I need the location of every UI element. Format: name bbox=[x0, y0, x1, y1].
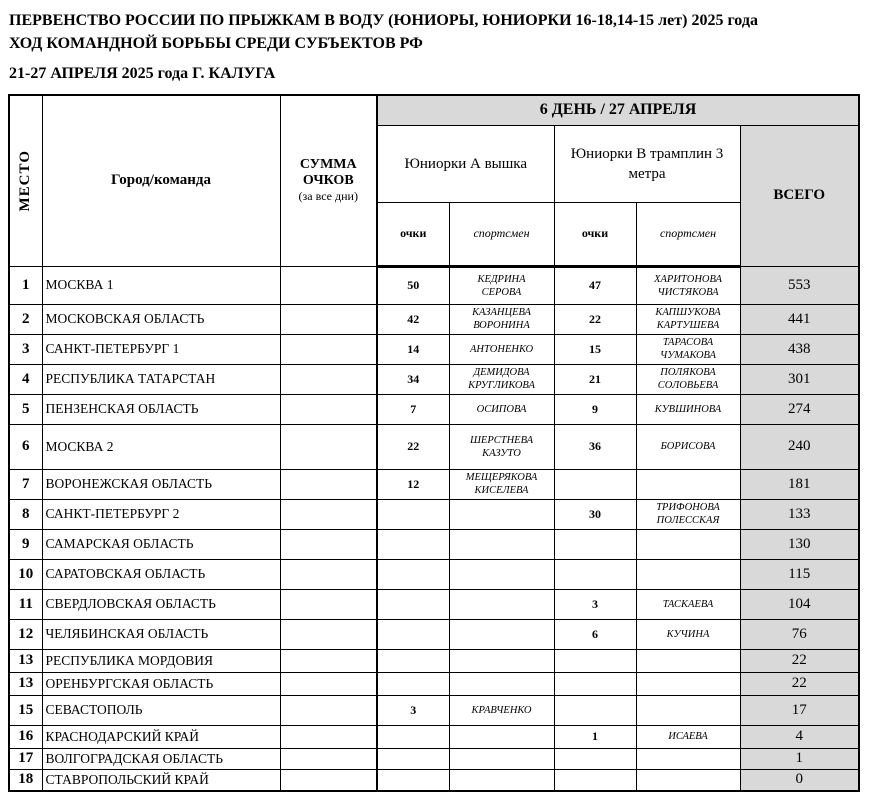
event-1-athlete-cell bbox=[449, 589, 554, 619]
event-1-athlete-cell bbox=[449, 559, 554, 589]
event-2-athlete-cell: КУЧИНА bbox=[636, 619, 740, 649]
event-2-points-cell bbox=[554, 748, 636, 769]
place-cell: 11 bbox=[9, 589, 42, 619]
event-1-athlete-cell bbox=[449, 769, 554, 791]
event-1-athlete-cell: МЕЩЕРЯКОВА КИСЕЛЕВА bbox=[449, 469, 554, 499]
sum-cell bbox=[280, 725, 377, 748]
table-row bbox=[9, 529, 859, 559]
table-row bbox=[9, 649, 859, 672]
table-row bbox=[9, 748, 859, 769]
event-1-athlete-cell: КЕДРИНА СЕРОВА bbox=[449, 266, 554, 304]
city-cell: СЕВАСТОПОЛЬ bbox=[42, 695, 280, 725]
team-standings-table bbox=[8, 94, 860, 792]
event-2-points-cell: 30 bbox=[554, 499, 636, 529]
total-cell: 441 bbox=[740, 304, 859, 334]
sum-cell bbox=[280, 619, 377, 649]
event-2-athlete-cell: КАПШУКОВА КАРТУШЕВА bbox=[636, 304, 740, 334]
event-1-points-cell: 7 bbox=[377, 394, 449, 424]
event-2-points-cell: 22 bbox=[554, 304, 636, 334]
sum-cell bbox=[280, 424, 377, 469]
day-header: 6 ДЕНЬ / 27 АПРЕЛЯ bbox=[377, 95, 859, 125]
city-cell: ВОРОНЕЖСКАЯ ОБЛАСТЬ bbox=[42, 469, 280, 499]
event-1-athlete-cell bbox=[449, 725, 554, 748]
table-row bbox=[9, 424, 859, 469]
event-1-athlete-cell: ДЕМИДОВА КРУГЛИКОВА bbox=[449, 364, 554, 394]
city-cell: МОСКВА 1 bbox=[42, 266, 280, 304]
place-cell: 1 bbox=[9, 266, 42, 304]
city-cell: САНКТ-ПЕТЕРБУРГ 2 bbox=[42, 499, 280, 529]
event-1-points-cell bbox=[377, 649, 449, 672]
dates-and-venue: 21-27 АПРЕЛЯ 2025 года Г. КАЛУГА bbox=[9, 65, 276, 82]
place-cell: 4 bbox=[9, 364, 42, 394]
table-row bbox=[9, 769, 859, 791]
sum-cell bbox=[280, 334, 377, 364]
total-cell: 274 bbox=[740, 394, 859, 424]
document-title: ПЕРВЕНСТВО РОССИИ ПО ПРЫЖКАМ В ВОДУ (ЮНИОРЫ, ЮНИОРКИ 16-18,14-15 лет) 2025 года bbox=[9, 12, 758, 29]
event-2-athlete-cell bbox=[636, 469, 740, 499]
event-2-athlete-cell: ТАСКАЕВА bbox=[636, 589, 740, 619]
total-cell: 115 bbox=[740, 559, 859, 589]
event-1-athlete-cell: КРАВЧЕНКО bbox=[449, 695, 554, 725]
event-2-athlete-cell: ТРИФОНОВА ПОЛЕССКАЯ bbox=[636, 499, 740, 529]
table-row bbox=[9, 469, 859, 499]
city-cell: ПЕНЗЕНСКАЯ ОБЛАСТЬ bbox=[42, 394, 280, 424]
event-2-points-cell bbox=[554, 672, 636, 695]
event-1-athlete-cell bbox=[449, 529, 554, 559]
event-2-points-cell: 1 bbox=[554, 725, 636, 748]
place-cell: 18 bbox=[9, 769, 42, 791]
table-row bbox=[9, 725, 859, 748]
event-1-athlete-cell bbox=[449, 672, 554, 695]
sum-cell bbox=[280, 559, 377, 589]
event-2-athlete-cell bbox=[636, 672, 740, 695]
city-cell: МОСКВА 2 bbox=[42, 424, 280, 469]
table-row bbox=[9, 559, 859, 589]
event-1-points-cell bbox=[377, 559, 449, 589]
event-1-points-cell bbox=[377, 529, 449, 559]
city-cell: СТАВРОПОЛЬСКИЙ КРАЙ bbox=[42, 769, 280, 791]
event-1-points-cell: 3 bbox=[377, 695, 449, 725]
table-row bbox=[9, 589, 859, 619]
event-2-points-cell: 47 bbox=[554, 266, 636, 304]
event-1-points-cell: 42 bbox=[377, 304, 449, 334]
event-1-points-cell bbox=[377, 725, 449, 748]
place-cell: 17 bbox=[9, 748, 42, 769]
sum-cell bbox=[280, 469, 377, 499]
sum-cell bbox=[280, 266, 377, 304]
place-cell: 15 bbox=[9, 695, 42, 725]
sum-cell bbox=[280, 394, 377, 424]
place-header-label: МЕСТО bbox=[17, 150, 34, 212]
total-cell: 553 bbox=[740, 266, 859, 304]
event-1-points-cell: 22 bbox=[377, 424, 449, 469]
event-1-points-cell bbox=[377, 619, 449, 649]
event-1-athlete-cell: КАЗАНЦЕВА ВОРОНИНА bbox=[449, 304, 554, 334]
event-1-points-cell: 34 bbox=[377, 364, 449, 394]
total-cell: 76 bbox=[740, 619, 859, 649]
event-2-points-cell: 6 bbox=[554, 619, 636, 649]
table-row bbox=[9, 266, 859, 304]
event-2-points-cell: 36 bbox=[554, 424, 636, 469]
sum-cell bbox=[280, 499, 377, 529]
event-2-athlete-cell: ПОЛЯКОВА СОЛОВЬЕВА bbox=[636, 364, 740, 394]
event-2-athlete-cell bbox=[636, 695, 740, 725]
sum-cell bbox=[280, 672, 377, 695]
event-1-points-cell bbox=[377, 769, 449, 791]
city-cell: ОРЕНБУРГСКАЯ ОБЛАСТЬ bbox=[42, 672, 280, 695]
table-row bbox=[9, 695, 859, 725]
total-cell: 4 bbox=[740, 725, 859, 748]
event-2-points-cell: 21 bbox=[554, 364, 636, 394]
total-cell: 130 bbox=[740, 529, 859, 559]
place-column-header bbox=[9, 95, 42, 266]
event-1-points-cell bbox=[377, 672, 449, 695]
event-1-athlete-header: спортсмен bbox=[449, 202, 554, 266]
total-cell: 22 bbox=[740, 649, 859, 672]
city-cell: СВЕРДЛОВСКАЯ ОБЛАСТЬ bbox=[42, 589, 280, 619]
event-1-athlete-cell: АНТОНЕНКО bbox=[449, 334, 554, 364]
event-2-header: Юниорки В трамплин 3 метра bbox=[554, 125, 740, 202]
sum-cell bbox=[280, 769, 377, 791]
sum-cell bbox=[280, 695, 377, 725]
city-cell: РЕСПУБЛИКА МОРДОВИЯ bbox=[42, 649, 280, 672]
total-cell: 133 bbox=[740, 499, 859, 529]
table-row bbox=[9, 499, 859, 529]
total-cell: 22 bbox=[740, 672, 859, 695]
event-1-athlete-cell: ОСИПОВА bbox=[449, 394, 554, 424]
total-cell: 240 bbox=[740, 424, 859, 469]
sum-cell bbox=[280, 589, 377, 619]
city-cell: РЕСПУБЛИКА ТАТАРСТАН bbox=[42, 364, 280, 394]
event-2-points-cell: 3 bbox=[554, 589, 636, 619]
total-cell: 438 bbox=[740, 334, 859, 364]
event-2-athlete-cell: БОРИСОВА bbox=[636, 424, 740, 469]
city-cell: САРАТОВСКАЯ ОБЛАСТЬ bbox=[42, 559, 280, 589]
table-row bbox=[9, 394, 859, 424]
event-2-points-header: очки bbox=[554, 202, 636, 266]
event-2-athlete-header: спортсмен bbox=[636, 202, 740, 266]
sum-cell bbox=[280, 304, 377, 334]
event-2-points-cell: 15 bbox=[554, 334, 636, 364]
event-2-athlete-cell bbox=[636, 748, 740, 769]
event-2-athlete-cell: КУВШИНОВА bbox=[636, 394, 740, 424]
place-cell: 16 bbox=[9, 725, 42, 748]
city-cell: САНКТ-ПЕТЕРБУРГ 1 bbox=[42, 334, 280, 364]
place-cell: 8 bbox=[9, 499, 42, 529]
place-cell: 13 bbox=[9, 649, 42, 672]
city-column-header: Город/команда bbox=[42, 95, 280, 266]
event-1-athlete-cell bbox=[449, 499, 554, 529]
place-cell: 3 bbox=[9, 334, 42, 364]
total-cell: 301 bbox=[740, 364, 859, 394]
place-cell: 9 bbox=[9, 529, 42, 559]
city-cell: ЧЕЛЯБИНСКАЯ ОБЛАСТЬ bbox=[42, 619, 280, 649]
event-1-points-cell: 50 bbox=[377, 266, 449, 304]
event-2-points-cell bbox=[554, 769, 636, 791]
table-row bbox=[9, 334, 859, 364]
event-2-points-cell bbox=[554, 559, 636, 589]
total-cell: 1 bbox=[740, 748, 859, 769]
event-1-points-cell bbox=[377, 748, 449, 769]
table-row bbox=[9, 304, 859, 334]
event-2-athlete-cell: ИСАЕВА bbox=[636, 725, 740, 748]
city-cell: ВОЛГОГРАДСКАЯ ОБЛАСТЬ bbox=[42, 748, 280, 769]
table-row bbox=[9, 672, 859, 695]
event-2-points-cell: 9 bbox=[554, 394, 636, 424]
place-cell: 6 bbox=[9, 424, 42, 469]
event-1-athlete-cell bbox=[449, 619, 554, 649]
place-cell: 10 bbox=[9, 559, 42, 589]
event-2-points-cell bbox=[554, 695, 636, 725]
event-1-athlete-cell bbox=[449, 748, 554, 769]
sum-cell bbox=[280, 649, 377, 672]
sum-column-header bbox=[280, 95, 377, 266]
total-cell: 0 bbox=[740, 769, 859, 791]
event-1-points-cell bbox=[377, 499, 449, 529]
table-row bbox=[9, 619, 859, 649]
place-cell: 7 bbox=[9, 469, 42, 499]
city-cell: САМАРСКАЯ ОБЛАСТЬ bbox=[42, 529, 280, 559]
total-column-header: ВСЕГО bbox=[740, 125, 859, 266]
event-2-points-cell bbox=[554, 529, 636, 559]
place-cell: 2 bbox=[9, 304, 42, 334]
event-2-points-cell bbox=[554, 649, 636, 672]
table-row bbox=[9, 364, 859, 394]
event-2-athlete-cell bbox=[636, 649, 740, 672]
event-1-header: Юниорки А вышка bbox=[377, 125, 554, 202]
event-1-points-header: очки bbox=[377, 202, 449, 266]
city-cell: МОСКОВСКАЯ ОБЛАСТЬ bbox=[42, 304, 280, 334]
event-1-athlete-cell: ШЕРСТНЕВА КАЗУТО bbox=[449, 424, 554, 469]
event-1-athlete-cell bbox=[449, 649, 554, 672]
total-cell: 17 bbox=[740, 695, 859, 725]
event-1-points-cell: 14 bbox=[377, 334, 449, 364]
event-1-points-cell bbox=[377, 589, 449, 619]
sum-header-label: СУММА ОЧКОВ bbox=[299, 157, 357, 189]
event-2-athlete-cell: ТАРАСОВА ЧУМАКОВА bbox=[636, 334, 740, 364]
place-cell: 5 bbox=[9, 394, 42, 424]
event-2-athlete-cell bbox=[636, 559, 740, 589]
event-1-points-cell: 12 bbox=[377, 469, 449, 499]
event-2-athlete-cell: ХАРИТОНОВА ЧИСТЯКОВА bbox=[636, 266, 740, 304]
sum-header-note: (за все дни) bbox=[298, 189, 358, 204]
event-2-athlete-cell bbox=[636, 769, 740, 791]
place-cell: 13 bbox=[9, 672, 42, 695]
total-cell: 104 bbox=[740, 589, 859, 619]
city-cell: КРАСНОДАРСКИЙ КРАЙ bbox=[42, 725, 280, 748]
document-subtitle: ХОД КОМАНДНОЙ БОРЬБЫ СРЕДИ СУБЪЕКТОВ РФ bbox=[9, 35, 423, 52]
sum-cell bbox=[280, 529, 377, 559]
place-cell: 12 bbox=[9, 619, 42, 649]
event-2-points-cell bbox=[554, 469, 636, 499]
total-cell: 181 bbox=[740, 469, 859, 499]
sum-cell bbox=[280, 748, 377, 769]
sum-cell bbox=[280, 364, 377, 394]
event-2-athlete-cell bbox=[636, 529, 740, 559]
